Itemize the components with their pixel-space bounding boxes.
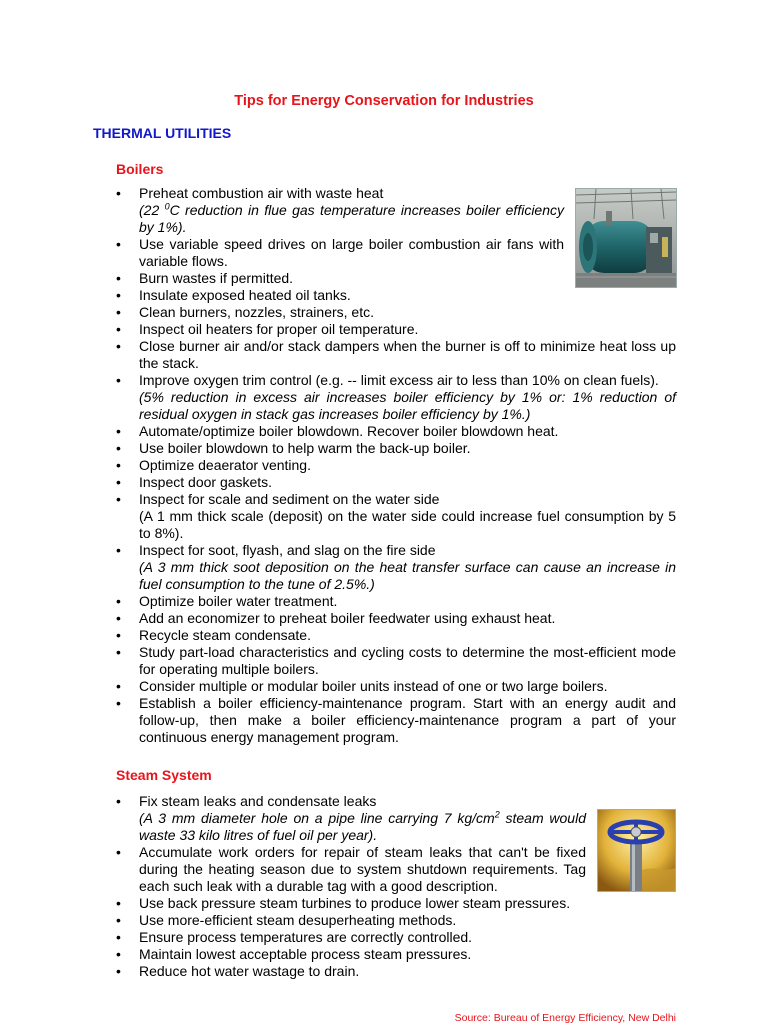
list-item: • Establish a boiler efficiency-maintenance program. Start with an energy audit and follow-up, then make a boiler efficiency-maintenance program a part of your continuous energy management program. (116, 695, 676, 745)
item-note: (A 3 mm thick soot deposition on the heat transfer surface can cause an increase in fuel consumption to the tune of 2.5%.) (139, 559, 676, 592)
list-item: • Inspect oil heaters for proper oil temperature. (116, 321, 419, 337)
source-footnote: Source: Bureau of Energy Efficiency, New Delhi (454, 1012, 676, 1024)
list-item: • Inspect for soot, flyash, and slag on the fire side (A 3 mm thick soot deposition on the heat transfer surface can cause an increase in fuel consumption to the tune of 2.5%.) (116, 542, 676, 592)
list-item: • Ensure process temperatures are correctly controlled. (116, 929, 473, 945)
list-item: • Fix steam leaks and condensate leaks (A 3 mm diameter hole on a pipe line carrying 7 $kg/cm^2$ steam would waste 33 kilo litres of fuel oil per year). (116, 793, 586, 843)
list-item: • Clean burners, nozzles, strainers, etc. (116, 304, 374, 320)
boilers-list (116, 185, 676, 746)
list-item: • Improve oxygen trim control (e.g. -- limit excess air to less than 10% on clean fuels). (5% reduction in excess air increases boiler efficiency by 1% or: 1% reduction of residual oxygen in stack gas increases boiler efficiency by 1%.) (116, 372, 676, 422)
list-item: • Optimize boiler water treatment. (116, 593, 338, 609)
list-item: • Reduce hot water wastage to drain. (116, 963, 360, 979)
list-item: • Use back pressure steam turbines to produce lower steam pressures. (116, 895, 571, 911)
list-item: • Automate/optimize boiler blowdown. Recover boiler blowdown heat. (116, 423, 559, 439)
list-item: • Recycle steam condensate. (116, 627, 311, 643)
boilers-heading: Boilers (116, 161, 164, 177)
list-item: • Consider multiple or modular boiler units instead of one or two large boilers. (116, 678, 608, 694)
list-item: • Optimize deaerator venting. (116, 457, 311, 473)
page-title: Tips for Energy Conservation for Industries (234, 93, 534, 109)
list-item: • Use boiler blowdown to help warm the back-up boiler. (116, 440, 471, 456)
steam-list (116, 793, 675, 980)
list-item: • Inspect for scale and sediment on the water side (A 1 mm thick scale (deposit) on the water side could increase fuel consumption by 5 to 8%). (116, 491, 676, 541)
list-item: • Inspect door gaskets. (116, 474, 273, 490)
item-note: (5% reduction in excess air increases boiler efficiency by 1% or: 1% reduction of residual oxygen in stack gas increases boiler efficiency by 1%.) (139, 389, 676, 422)
list-item: • Use variable speed drives on large boiler combustion air fans with variable flows. (116, 236, 564, 269)
section-heading: THERMAL UTILITIES (93, 125, 232, 141)
item-note: (A 3 mm diameter hole on a pipe line carrying 7 $kg/cm^2$ steam would waste 33 kilo litres of fuel oil per year). (139, 809, 586, 843)
list-item: • Use more-efficient steam desuperheating methods. (116, 912, 457, 928)
steam-system-heading: Steam System (116, 767, 212, 783)
list-item: • Preheat combustion air with waste heat (22 $^0$C reduction in flue gas temperature increases boiler efficiency by 1%). (116, 185, 564, 235)
list-item: • Insulate exposed heated oil tanks. (116, 287, 351, 303)
item-note: (22 $^0$C reduction in flue gas temperature increases boiler efficiency by 1%). (139, 201, 564, 235)
item-note: (A 1 mm thick scale (deposit) on the water side could increase fuel consumption by 5 to 8%). (139, 508, 676, 541)
list-item: • Study part-load characteristics and cycling costs to determine the most-efficient mode for operating multiple boilers. (116, 644, 676, 677)
list-item: • Close burner air and/or stack dampers when the burner is off to minimize heat loss up the stack. (116, 338, 676, 371)
list-item: • Burn wastes if permitted. (116, 270, 294, 286)
list-item: • Accumulate work orders for repair of steam leaks that can't be fixed during the heating season due to system shutdown requirements. Tag each such leak with a durable tag with a good description. (116, 844, 586, 894)
list-item: • Maintain lowest acceptable process steam pressures. (116, 946, 472, 962)
list-item: • Add an economizer to preheat boiler feedwater using exhaust heat. (116, 610, 556, 626)
bullet: • (116, 185, 121, 201)
